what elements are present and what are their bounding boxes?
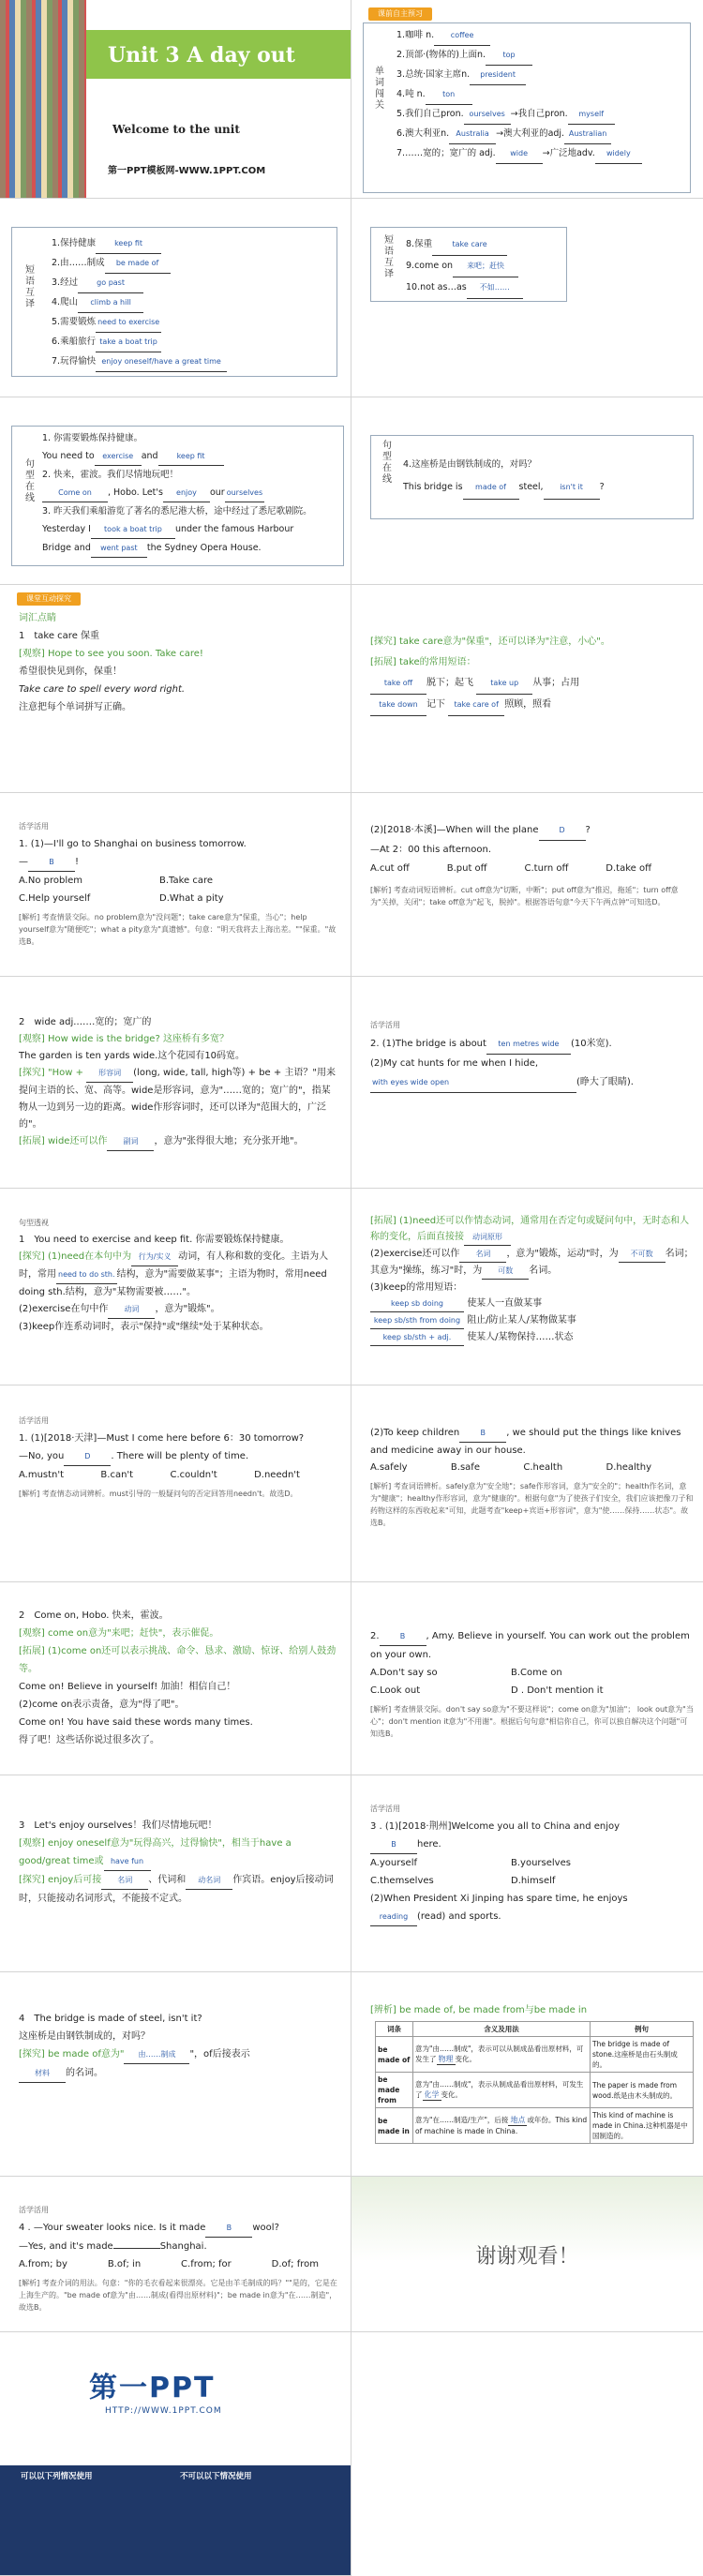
ppt-url: HTTP://WWW.1PPT.COM bbox=[105, 2406, 222, 2416]
word-label: 单词闯关 bbox=[372, 66, 383, 111]
slide-practice-made bbox=[0, 2177, 352, 2332]
interactive-tag: 课堂互动探究 bbox=[17, 592, 81, 606]
need-content: 句型透视 1 You need to exercise and keep fit. 你需要锻炼保持健康。 [探究] (1)need在本句中为 行为/实义 动词，有人称和数的变化。主语为人时，常用 need to do sth. 结构，意为"需要做某事"；主语为物时，常用need doing sth.结构，意为"某物需要被……"。 (2)exercise在句中作 动词 ，意为"锻炼"。 (3)keep作连系动词时，表示"保持"或"继续"处于某种状态。 bbox=[19, 1219, 329, 1332]
slide-vocab-wide bbox=[0, 977, 352, 1189]
slide-practice-enjoy bbox=[352, 1775, 703, 1972]
slide-practice-come-on bbox=[352, 1582, 703, 1775]
bookshelf-image bbox=[0, 0, 86, 199]
slide-practice-2 bbox=[352, 793, 703, 977]
slide-sentence-need bbox=[0, 1189, 352, 1385]
phrase-label-2: 短语互译 bbox=[381, 234, 393, 279]
unit-subtitle: Welcome to the unit bbox=[112, 123, 240, 136]
practice-keep-content: (2)To keep children B , we should put the things like knives and medicine away in our house. A.safely B.safe C.health D.healthy [解析] 考查词语辨析。safely意为"安全地"；safe作形容词，意为"安全的"；health作名词，意为"健康"；healthy作形容词，意为"健康的"。根据句意"为了使孩子们安全，我们应该把像刀子和药物这样的东西收起来"可知，此题考查"keep+宾语+形容词"，意为"使……保持……状态"。故选B。 bbox=[370, 1425, 694, 1529]
slide-expand-need bbox=[352, 1189, 703, 1385]
vocab-content: 词汇点睛 1 take care 保重 [观察] Hope to see you soon. Take care! 希望很快见到你，保重！ Take care to spell every word right. 注意把每个单词拼写正确。 bbox=[19, 613, 203, 712]
slide-title bbox=[0, 0, 352, 199]
practice-content: 活学活用 1. (1)—I'll go to Shanghai on business tomorrow. — B ! A.No problem B.Take care C.Help yourself D.What a pity [解析] 考查情景交际。no problem意为"没问题"；take care意为"保重，当心"；help yourself意为"随便吃"；what a pity意为"真遗憾"。句意："明天我将去上海出差。""保重。"故选B。 bbox=[19, 822, 337, 946]
sentence-list-2: 4.这座桥是由钢铁制成的，对吗？ This bridge is made of steel, isn't it ? bbox=[403, 454, 605, 500]
thanks-text: 谢谢观看！ bbox=[475, 2245, 579, 2269]
compare-title: [辨析] be made of, be made from与be made in bbox=[370, 2005, 588, 2015]
slide-come-on bbox=[0, 1582, 352, 1775]
slide-practice-1 bbox=[0, 793, 352, 977]
slide-practice-keep bbox=[352, 1385, 703, 1582]
compare-table: 词条 含义及用法 例句 be made of 意为"由……制成"，表示可以从制成品看出原材料，可发生了 物理 变化。 The bridge is made of stone.这座桥是由石头制成的。 be made from 意为"由……制成"，表示从制成品看出原材料，可发生了 化学 变化。 The paper is made from wood.纸是由木头制成的。 be made in 意为"在……制造/生产"，后接 地点 或年份。This kind of machine is made in China. This kind of machine is made in China.这种机器是中国制造的。 bbox=[375, 2021, 694, 2144]
enjoy-content: 3 Let's enjoy ourselves！我们尽情地玩吧！ [观察] enjoy oneself意为"玩得高兴，过得愉快"，相当于have a good/great time或 have fun [探究] enjoy后可接 名词 、代词和 动名词 作宾语。enjoy后接动词时，只能接动名词形式，不能接不定式。 bbox=[19, 1820, 334, 1904]
footer-forbidden: 不可以以下情况使用 bbox=[180, 2472, 252, 2481]
slide-vocab-1 bbox=[0, 585, 352, 793]
practice-come-on-content: 2. B , Amy. Believe in yourself. You can work out the problem on your own. A.Don't say so B.Come on C.Look out D . Don't mention it [解析] 考查情景交际。don't say so意为"不要这样说"；come on意为"加油"； look out意为"当心"；don't mention it意为"不用谢"。根据后句句意"相信你自己，你可以独自解决这个问题"可知选B。 bbox=[370, 1627, 694, 1740]
phrase-list-2: 8.保重 take care 9.come on 来吧；赶快 10.not as…as 不如…… bbox=[406, 234, 523, 299]
ppt-logo: 第一PPT bbox=[89, 2372, 216, 2404]
made-of-content: 4 The bridge is made of steel, isn't it? 这座桥是由钢铁制成的，对吗？ [探究] be made of意为" 由……制成 "，of后接表示 材料 的名词。 bbox=[19, 2010, 337, 2083]
sentence-label-2: 句型在线 bbox=[380, 440, 391, 485]
slide-vocab-2 bbox=[352, 585, 703, 793]
slide-phrases-2 bbox=[352, 199, 703, 397]
slide-thanks bbox=[352, 2177, 703, 2332]
unit-title: Unit 3 A day out bbox=[108, 43, 295, 67]
template-source: 第一PPT模板网-WWW.1PPT.COM bbox=[108, 166, 266, 176]
slide-word-quiz bbox=[352, 0, 703, 199]
slide-practice-need bbox=[0, 1385, 352, 1582]
practice-content-2: (2)[2018·本溪]—When will the plane D ? —At 2：00 this afternoon. A.cut off B.put off C.turn off D.take off [解析] 考查动词短语辨析。cut off意为"切断，中断"；put off意为"推迟，拖延"；turn off意为"关掉，关闭"；take off意为"起飞，脱掉"。根据答语句意"今天下午两点钟"可知选D。 bbox=[370, 821, 694, 908]
slide-sentences-1 bbox=[0, 397, 352, 585]
slide-made-of bbox=[0, 1972, 352, 2177]
vocab-explore: [探究] take care意为"保重"，还可以译为"注意，小心"。 [拓展] take的常用短语： take off 脱下；起飞 take up 从事；占用 take down 记下 take care of 照顾，照看 bbox=[370, 632, 694, 716]
practice-made-content: 活学活用 4 . —Your sweater looks nice. Is it made B wool? —Yes, and it's made Shanghai. A.from; by B.of; in C.from; for D.of; from [解析] 考查介词的用法。句意："你的毛衣看起来很漂亮。它是由羊毛制成的吗？""是的，它是在上海生产的。"be made of意为"由……制成(看得出原材料)"；be made in意为"在……制造"，故选B。 bbox=[19, 2206, 337, 2312]
expand-content: [拓展] (1)need还可以作情态动词，通常用在否定句或疑问句中，无时态和人称的变化，后面直接接 动词原形 (2)exercise还可以作 名词 ，意为"锻炼，运动"时，为 不可数 名词；其意为"操练，练习"时，为 可数 名词。 (3)keep的常用短语： keep sb doing 使某人一直做某事 keep sb/sth from doing 阻止/防止某人/某物做某事 keep sb/sth + adj. 使某人/某物保持……状态 bbox=[370, 1213, 694, 1346]
practice-need-content: 活学活用 1. (1)[2018·天津]—Must I come here before 6：30 tomorrow? —No, you D . There will be plenty of time. A.mustn't B.can't C.couldn't D.needn't [解析] 考查情态动词辨析。must引导的一般疑问句的否定回答用needn't。故选D。 bbox=[19, 1416, 305, 1498]
phrase-label: 短语互译 bbox=[22, 264, 34, 309]
answer-blank bbox=[113, 2248, 160, 2249]
come-on-content: 2 Come on, Hobo. 快来，霍波。 [观察] come on意为"来吧；赶快"，表示催促。 [拓展] (1)come on还可以表示挑战、命令、恳求、激励、惊讶、给别人鼓劲等。 Come on! Believe in yourself! 加油！相信自己！ (2)come on表示责备，意为"得了吧"。 Come on! You have said these words many times. 得了吧！这些话你说过很多次了。 bbox=[19, 1610, 337, 1745]
sentence-label: 句型在线 bbox=[22, 458, 34, 503]
practice-enjoy-content: 活学活用 3 . (1)[2018·荆州]Welcome you all to China and enjoy B here. A.yourself B.yourselves C.themselves D.himself (2)When President Xi Jinping has spare time, he enjoys reading (read) and sports. bbox=[370, 1800, 694, 1926]
practice-wide-content: 活学活用 2. (1)The bridge is about ten metres wide (10米宽). (2)My cat hunts for me when I hide, with eyes wide open (睁大了眼睛). bbox=[370, 1016, 694, 1093]
sentence-list: 1. 你需要锻炼保持健康。 You need to exercise and keep fit 2. 快来，霍波。我们尽情地玩吧！ Come on , Hobo. Let's enjoy our ourselves 3. 昨天我们乘船游览了著名的悉尼港大桥，途中经过了悉尼歌剧院。 Yesterday I took a boat trip under the famous Harbour Bridge and went past the Sydney Opera House. bbox=[42, 429, 340, 558]
slide-sentences-2 bbox=[352, 397, 703, 585]
wide-content: 2 wide adj.……宽的；宽广的 [观察] How wide is the bridge? 这座桥有多宽？ The garden is ten yards wide.这个花园有10码宽。 [探究] "How + 形容词 (long, wide, tall, high等) + be + 主语？"用来提问主语的长、宽、高等。wide是形容词，意为"……宽的；宽广的"，指某物从一边到另一边的距离。wide作形容词时，还可以译为"范围大的，广泛的"。 [拓展] wide还可以作 副词 ，意为"张得很大地；充分张开地"。 bbox=[19, 1014, 337, 1151]
phrase-list: 1.保持健康 keep fit 2.由……制成 be made of 3.经过 go past 4.爬山 climb a hill 5.需要锻炼 need to exercise 6.乘船旅行 take a boat trip 7.玩得愉快 enjoy oneself/have a great time bbox=[52, 234, 227, 372]
footer-allowed: 可以以下列情况使用 bbox=[21, 2472, 93, 2481]
slide-enjoy bbox=[0, 1775, 352, 1972]
slide-footer bbox=[0, 2332, 352, 2576]
slide-practice-wide bbox=[352, 977, 703, 1189]
slide-made-compare bbox=[352, 1972, 703, 2177]
preview-tag: 课前自主预习 bbox=[368, 7, 432, 21]
word-list: 1.咖啡 n. coffee 2.顶部·(物体的)上面n. top 3.总统·国家主席n. president 4.吨 n. ton 5.我们自己pron. ourselves →我自己pron. myself 6.澳大利亚n. Australia →澳大利亚的adj. Australian 7.……宽的；宽广的 adj. wide →广泛地adv. widely bbox=[396, 26, 642, 164]
slide-phrases-1 bbox=[0, 199, 352, 397]
